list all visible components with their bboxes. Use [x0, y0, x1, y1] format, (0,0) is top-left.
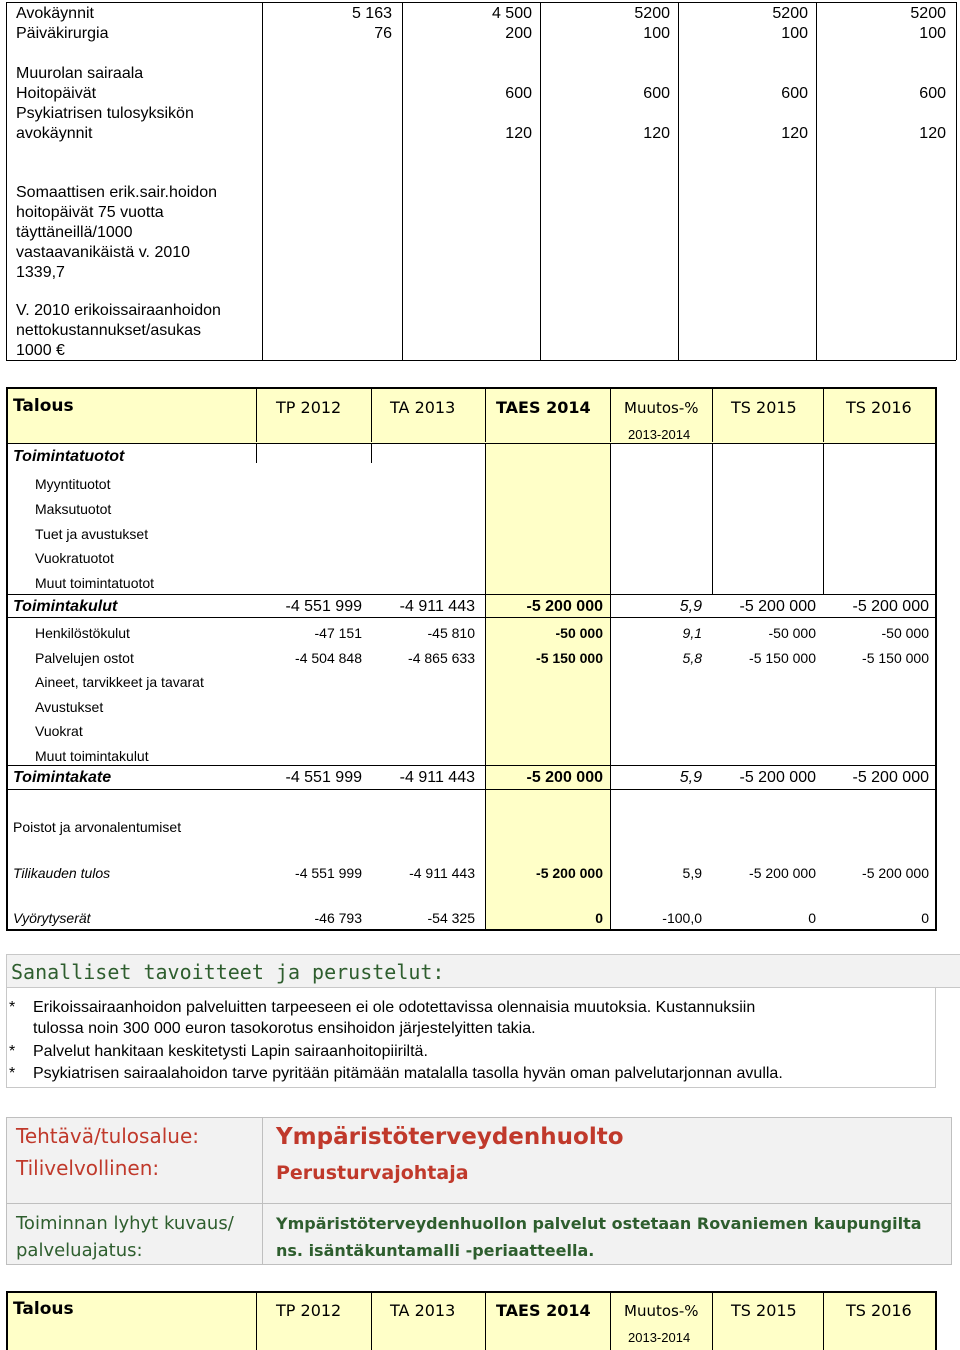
cell-value: 120 — [781, 125, 808, 142]
row-label: Psykiatrisen tulosyksikön — [16, 105, 194, 122]
cell-value: -47 151 — [314, 625, 362, 641]
cell-value: -54 325 — [427, 910, 475, 926]
cell-value: 200 — [505, 25, 532, 42]
cell-value: -4 551 999 — [295, 865, 362, 881]
kulut-item: Palvelujen ostot — [35, 650, 134, 666]
cell-value: -4 504 848 — [295, 650, 362, 666]
col-header: TA 2013 — [390, 398, 456, 417]
cell-value: -50 000 — [881, 625, 929, 641]
muutos-sub: 2013-2014 — [628, 427, 691, 442]
cell-value: 5200 — [634, 5, 670, 22]
cell-value: 5,8 — [682, 650, 702, 666]
muutos-sub: 2013-2014 — [628, 1330, 691, 1345]
cell-value: 5,9 — [679, 769, 702, 786]
cell-value: -5 200 000 — [739, 769, 816, 786]
section-toimintatuotot: Toimintatuotot — [13, 448, 125, 465]
cell-value: 9,1 — [682, 625, 702, 641]
value-kuvaus: Ympäristöterveydenhuollon palvelut ostetaan Rovaniemen kaupungilta — [276, 1214, 922, 1233]
cell-value: -50 000 — [555, 625, 603, 641]
cell-value: 0 — [808, 910, 816, 926]
cell-value: 100 — [919, 25, 946, 42]
cell-value: 0 — [921, 910, 929, 926]
col-header: TA 2013 — [390, 1301, 456, 1320]
cell-value: -4 911 443 — [409, 865, 475, 881]
note-line: täyttäneillä/1000 — [16, 224, 133, 241]
col-header: TS 2016 — [846, 1301, 912, 1320]
cell-value: -5 200 000 — [526, 769, 603, 786]
note-line: 1000 € — [16, 342, 65, 359]
value-tilivelvollinen: Perusturvajohtaja — [276, 1162, 469, 1184]
cell-value: 76 — [374, 25, 392, 42]
bullet: * — [9, 1065, 16, 1082]
row-label: avokäynnit — [16, 125, 93, 142]
goal-text: Erikoissairaanhoidon palveluitten tarpeeseen ei ole odotettavissa olennaisia muutoksia. Kustannuksiin — [33, 999, 756, 1016]
col-header: TS 2015 — [731, 398, 797, 417]
cell-value: 600 — [505, 85, 532, 102]
cell-value: 120 — [643, 125, 670, 142]
cell-value: -5 150 000 — [536, 650, 603, 666]
cell-value: 600 — [919, 85, 946, 102]
goal-text: Palvelut hankitaan keskitetysti Lapin sairaanhoitopiiriltä. — [33, 1043, 428, 1060]
cell-value: -5 200 000 — [862, 865, 929, 881]
col-header: TP 2012 — [276, 398, 342, 417]
goal-text: Psykiatrisen sairaalahoidon tarve pyritään pitämään matalalla tasolla hyvän oman palvelutarjonnan avulla. — [33, 1065, 783, 1082]
cell-value: -45 810 — [427, 625, 475, 641]
section-toimintakulut: Toimintakulut — [13, 598, 118, 615]
cell-value: 5,9 — [682, 865, 702, 881]
col-header: TP 2012 — [276, 1301, 342, 1320]
row-label: Päiväkirurgia — [16, 25, 109, 42]
cell-value: -4 865 633 — [408, 650, 475, 666]
goal-text: tulossa noin 300 000 euron tasokorotus ensihoidon järjestelyitten takia. — [33, 1020, 536, 1037]
cell-value: 5200 — [772, 5, 808, 22]
kulut-item: Muut toimintakulut — [35, 748, 149, 764]
cell-value: -4 911 443 — [399, 598, 475, 615]
note-line: hoitopäivät 75 vuotta — [16, 204, 164, 221]
bullet: * — [9, 1043, 16, 1060]
cell-value: -5 200 000 — [526, 598, 603, 615]
cell-value: -5 200 000 — [536, 865, 603, 881]
col-header: TS 2015 — [731, 1301, 797, 1320]
cell-value: 120 — [919, 125, 946, 142]
kulut-item: Aineet, tarvikkeet ja tavarat — [35, 674, 204, 690]
note-line: 1339,7 — [16, 264, 65, 281]
kulut-item: Avustukset — [35, 699, 104, 715]
kulut-item: Henkilöstökulut — [35, 625, 130, 641]
col-header: TS 2016 — [846, 398, 912, 417]
col-header: TAES 2014 — [496, 398, 591, 417]
kulut-item: Vuokrat — [35, 723, 83, 739]
cell-value: 5200 — [910, 5, 946, 22]
col-header: TAES 2014 — [496, 1301, 591, 1320]
cell-value: -100,0 — [662, 910, 702, 926]
cell-value: 4 500 — [491, 5, 532, 22]
cell-value: -4 551 999 — [285, 769, 362, 786]
cell-value: 600 — [781, 85, 808, 102]
label-tehtava: Tehtävä/tulosalue: — [16, 1124, 199, 1148]
label-tilivelvollinen: Tilivelvollinen: — [16, 1156, 160, 1180]
label-kuvaus: Toiminnan lyhyt kuvaus/ — [16, 1213, 234, 1234]
row-label: Muurolan sairaala — [16, 65, 144, 82]
cell-value: 600 — [643, 85, 670, 102]
goals-heading: Sanalliset tavoitteet ja perustelut: — [11, 960, 445, 984]
cell-value: 100 — [781, 25, 808, 42]
cell-value: -4 911 443 — [399, 769, 475, 786]
cell-value: -5 200 000 — [739, 598, 816, 615]
cell-value: -50 000 — [768, 625, 816, 641]
value-tehtava: Ympäristöterveydenhuolto — [276, 1124, 624, 1150]
cell-value: -5 200 000 — [749, 865, 816, 881]
tilikauden-tulos-label: Tilikauden tulos — [13, 865, 111, 881]
poistot-label: Poistot ja arvonalentumiset — [13, 819, 182, 835]
note-line: Somaattisen erik.sair.hoidon — [16, 184, 217, 201]
note-line: vastaavanikäistä v. 2010 — [16, 244, 191, 261]
cell-value: 5,9 — [679, 598, 702, 615]
cell-value: 100 — [643, 25, 670, 42]
cell-value: -46 793 — [314, 910, 362, 926]
cell-value: -4 551 999 — [285, 598, 362, 615]
cell-value: 120 — [505, 125, 532, 142]
tuotot-item: Maksutuotot — [35, 501, 112, 517]
talous-title: Talous — [13, 1299, 74, 1319]
value-palveluajatus: ns. isäntäkuntamalli -periaatteella. — [276, 1241, 595, 1260]
vyorytys-label: Vyörytyserät — [13, 910, 91, 926]
label-palveluajatus: palveluajatus: — [16, 1240, 143, 1261]
note-line: V. 2010 erikoissairaanhoidon — [16, 302, 221, 319]
col-header: Muutos-% — [624, 1302, 699, 1320]
cell-value: -5 150 000 — [862, 650, 929, 666]
bullet: * — [9, 999, 16, 1016]
tuotot-item: Myyntituotot — [35, 476, 111, 492]
cell-value: 0 — [595, 910, 603, 926]
tuotot-item: Vuokratuotot — [35, 550, 114, 566]
talous-title: Talous — [13, 396, 74, 416]
cell-value: -5 150 000 — [749, 650, 816, 666]
tuotot-item: Tuet ja avustukset — [35, 526, 149, 542]
col-header: Muutos-% — [624, 399, 699, 417]
note-line: nettokustannukset/asukas — [16, 322, 202, 339]
row-label: Hoitopäivät — [16, 85, 97, 102]
tuotot-item: Muut toimintatuotot — [35, 575, 155, 591]
cell-value: -5 200 000 — [852, 598, 929, 615]
section-toimintakate: Toimintakate — [13, 769, 112, 786]
cell-value: 5 163 — [351, 5, 392, 22]
row-label: Avokäynnit — [16, 5, 94, 22]
cell-value: -5 200 000 — [852, 769, 929, 786]
